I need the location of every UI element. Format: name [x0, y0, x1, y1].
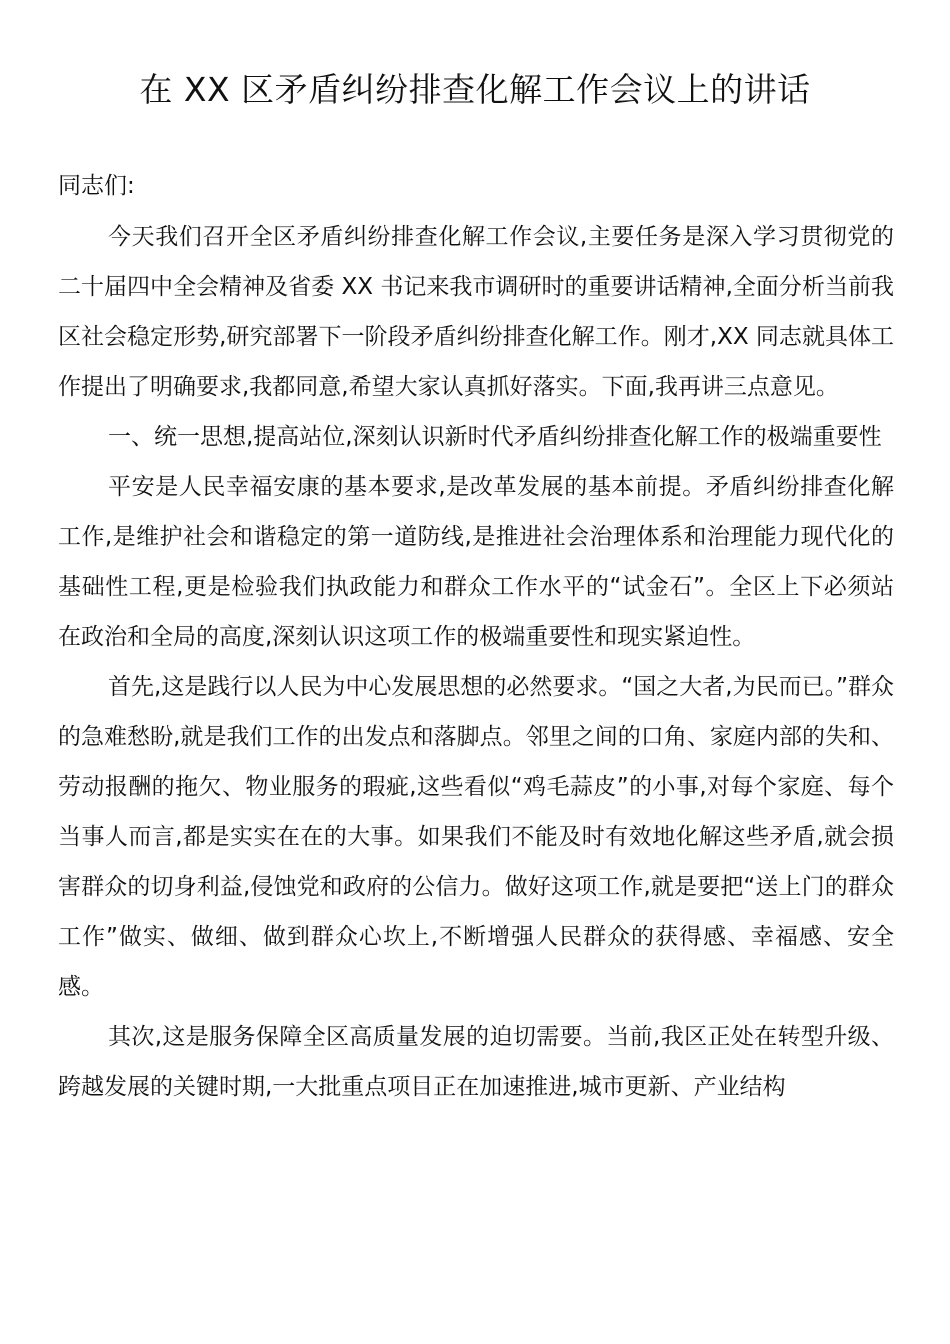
paragraph-safety: 平安是人民幸福安康的基本要求,是改革发展的基本前提。矛盾纠纷排查化解工作,是维护社会和谐稳定的第一道防线,是推进社会治理体系和治理能力现代化的基础性工程,更是检验我们执政能力和群众工作水平的“试金石”。全区上下必须站在政治和全局的高度,深刻认识这项工作的极端重要性和现实紧迫性。	[58, 474, 894, 650]
document-title: 在 XX 区矛盾纠纷排查化解工作会议上的讲话	[139, 70, 811, 109]
paragraph-second-point: 其次,这是服务保障全区高质量发展的迫切需要。当前,我区正处在转型升级、跨越发展的关键时期,一大批重点项目正在加速推进,城市更新、产业结构	[58, 1024, 894, 1100]
paragraph-first-point: 首先,这是践行以人民为中心发展思想的必然要求。“国之大者,为民而已。”群众的急难愁盼,就是我们工作的出发点和落脚点。邻里之间的口角、家庭内部的失和、劳动报酬的拖欠、物业服务的瑕疵,这些看似“鸡毛蒜皮”的小事,对每个家庭、每个当事人而言,都是实实在在的大事。如果我们不能及时有效地化解这些矛盾,就会损害群众的切身利益,侵蚀党和政府的公信力。做好这项工作,就是要把“送上门的群众工作”做实、做细、做到群众心坎上,不断增强人民群众的获得感、幸福感、安全感。	[58, 674, 894, 1000]
section-heading-1: 一、统一思想,提高站位,深刻认识新时代矛盾纠纷排查化解工作的极端重要性	[108, 424, 882, 450]
document-body	[58, 160, 894, 1112]
salutation: 同志们:	[58, 173, 135, 199]
paragraph-intro: 今天我们召开全区矛盾纠纷排查化解工作会议,主要任务是深入学习贯彻党的二十届四中全会精神及省委 XX 书记来我市调研时的重要讲话精神,全面分析当前我区社会稳定形势,研究部署下一阶段矛盾纠纷排查化解工作。刚才,XX 同志就具体工作提出了明确要求,我都同意,希望大家认真抓好落实。下面,我再讲三点意见。	[58, 224, 894, 400]
